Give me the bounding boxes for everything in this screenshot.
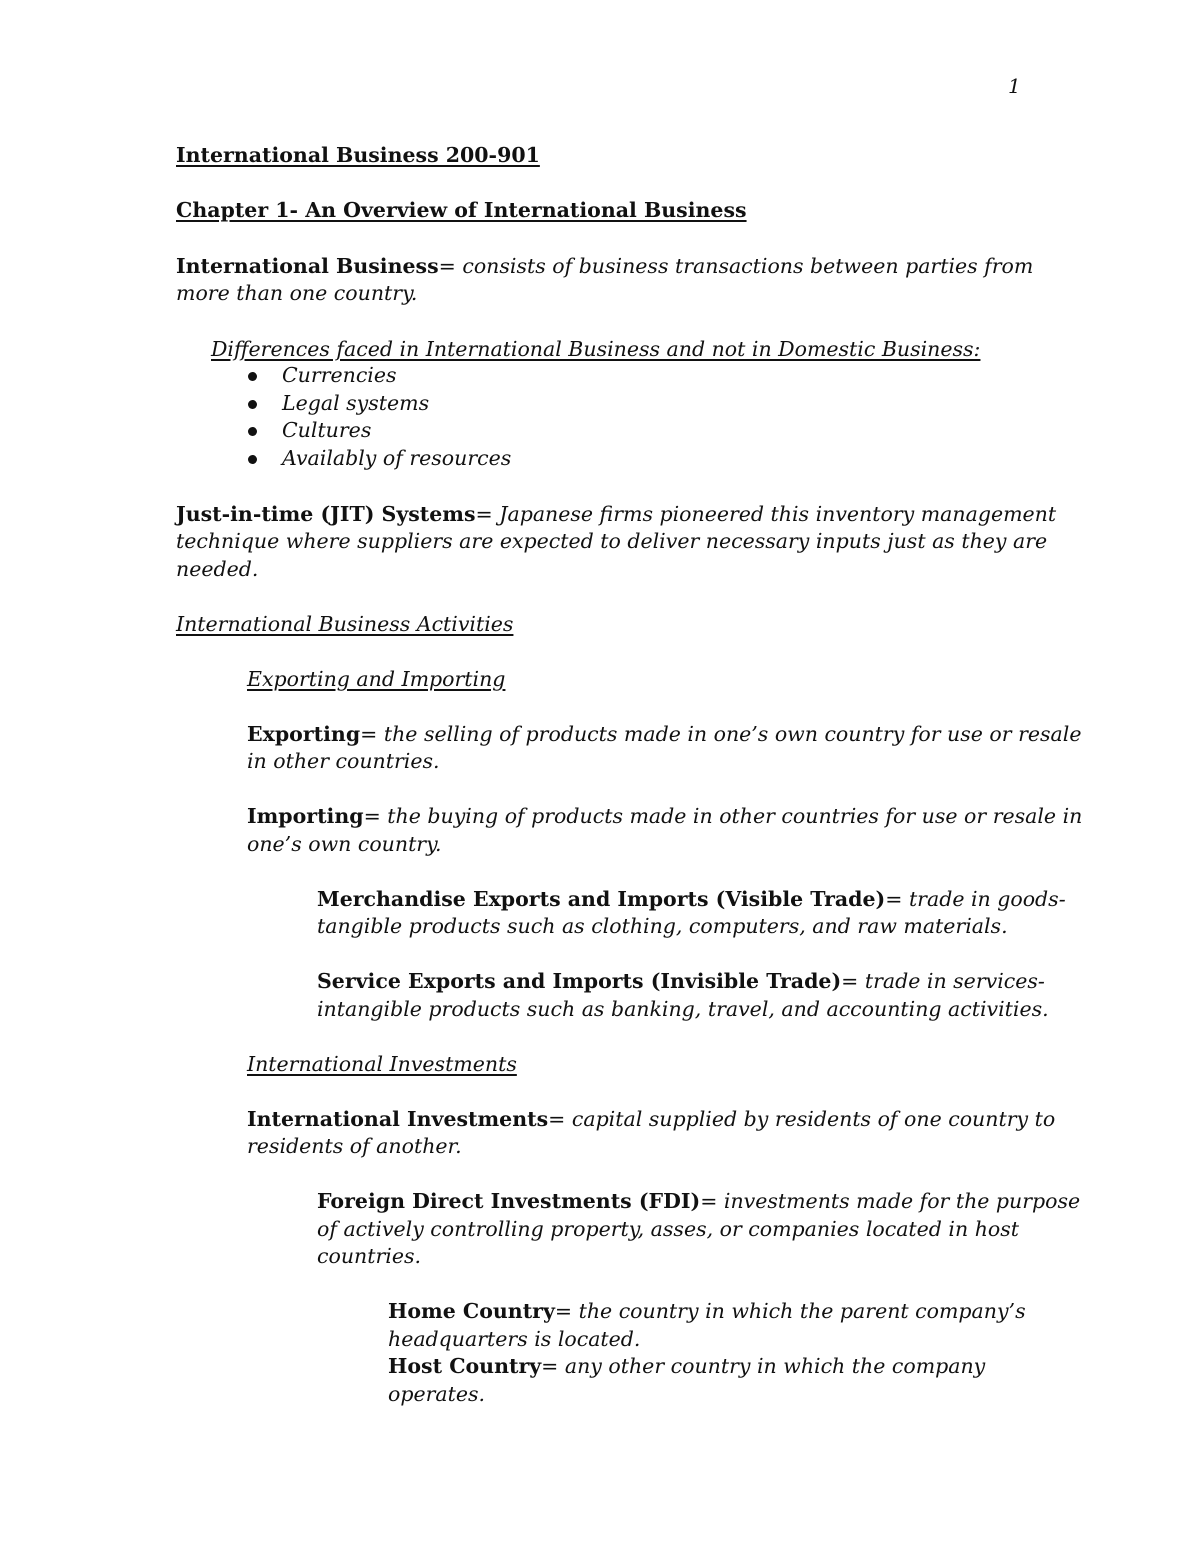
definition-text: capital supplied by residents of one country to [565, 1107, 1056, 1131]
definition-text: the selling of products made in one’s own country for use or resale [377, 722, 1082, 746]
differences-heading: Differences faced in International Business and not in Domestic Business: [211, 337, 981, 361]
bullet-icon [248, 400, 257, 409]
definition-text: investments made for the purpose [717, 1189, 1081, 1213]
importing-term: Importing [247, 804, 364, 828]
list-item: Currencies [282, 363, 397, 387]
exporting-definition [247, 721, 1081, 748]
merchandise-definition-cont: tangible products such as clothing, computers, and raw materials. [317, 914, 1008, 938]
list-item: Legal systems [282, 391, 430, 415]
list-item: Cultures [282, 418, 372, 442]
chapter-title: Chapter 1- An Overview of International Business [176, 198, 747, 222]
host-country-term: Host Country [388, 1354, 542, 1378]
host-country-definition-cont: operates. [388, 1382, 486, 1406]
intl-investments-term: International Investments [247, 1107, 549, 1131]
equals-sign: = [554, 1299, 573, 1323]
jit-definition-cont: needed. [176, 557, 259, 581]
fdi-definition-cont: countries. [317, 1244, 421, 1268]
intl-business-definition-cont: more than one country. [176, 281, 418, 305]
equals-sign: = [700, 1189, 718, 1213]
definition-text: consists of business transactions between parties from [455, 254, 1034, 278]
importing-definition [247, 803, 1082, 830]
jit-definition [176, 501, 1056, 528]
definition-text: trade in services- [858, 969, 1045, 993]
equals-sign: = [360, 722, 378, 746]
definition-text: any other country in which the company [558, 1354, 986, 1378]
home-country-definition [388, 1298, 1026, 1325]
exporting-importing-heading: Exporting and Importing [247, 667, 506, 691]
equals-sign: = [438, 254, 456, 278]
jit-definition-cont: technique where suppliers are expected to deliver necessary inputs just as they are [176, 529, 1048, 553]
merchandise-term: Merchandise Exports and Imports (Visible Trade) [317, 887, 886, 911]
equals-sign: = [475, 502, 493, 526]
merchandise-definition [317, 886, 1066, 913]
equals-sign: = [548, 1107, 566, 1131]
fdi-definition-cont: of actively controlling property, asses, or companies located in host [317, 1217, 1020, 1241]
intl-investments-definition [247, 1106, 1055, 1133]
fdi-definition [317, 1188, 1080, 1215]
definition-text: the buying of products made in other countries for use or resale in [380, 804, 1083, 828]
service-term: Service Exports and Imports (Invisible Trade) [317, 969, 842, 993]
equals-sign: = [363, 804, 381, 828]
intl-business-definition [176, 253, 1033, 280]
course-title: International Business 200-901 [176, 143, 540, 167]
fdi-term: Foreign Direct Investments (FDI) [317, 1189, 701, 1213]
page-number: 1 [1008, 74, 1021, 98]
bullet-icon [248, 427, 257, 436]
exporting-term: Exporting [247, 722, 361, 746]
intl-business-term: International Business [176, 254, 439, 278]
definition-text: Japanese firms pioneered this inventory management [492, 502, 1057, 526]
equals-sign: = [885, 887, 903, 911]
service-definition-cont: intangible products such as banking, travel, and accounting activities. [317, 997, 1049, 1021]
equals-sign: = [841, 969, 859, 993]
host-country-definition [388, 1353, 985, 1380]
bullet-icon [248, 455, 257, 464]
exporting-definition-cont: in other countries. [247, 749, 440, 773]
equals-sign: = [541, 1354, 559, 1378]
home-country-term: Home Country [388, 1299, 555, 1323]
importing-definition-cont: one’s own country. [247, 832, 442, 856]
intl-investments-definition-cont: residents of another. [247, 1134, 462, 1158]
bullet-icon [248, 372, 257, 381]
list-item: Availably of resources [282, 446, 512, 470]
service-definition [317, 968, 1045, 995]
definition-text: trade in goods- [902, 887, 1066, 911]
jit-term: Just-in-time (JIT) Systems [176, 502, 476, 526]
home-country-definition-cont: headquarters is located. [388, 1327, 641, 1351]
activities-heading: International Business Activities [176, 612, 514, 636]
investments-heading: International Investments [247, 1052, 517, 1076]
definition-text: the country in which the parent company’s [572, 1299, 1026, 1323]
